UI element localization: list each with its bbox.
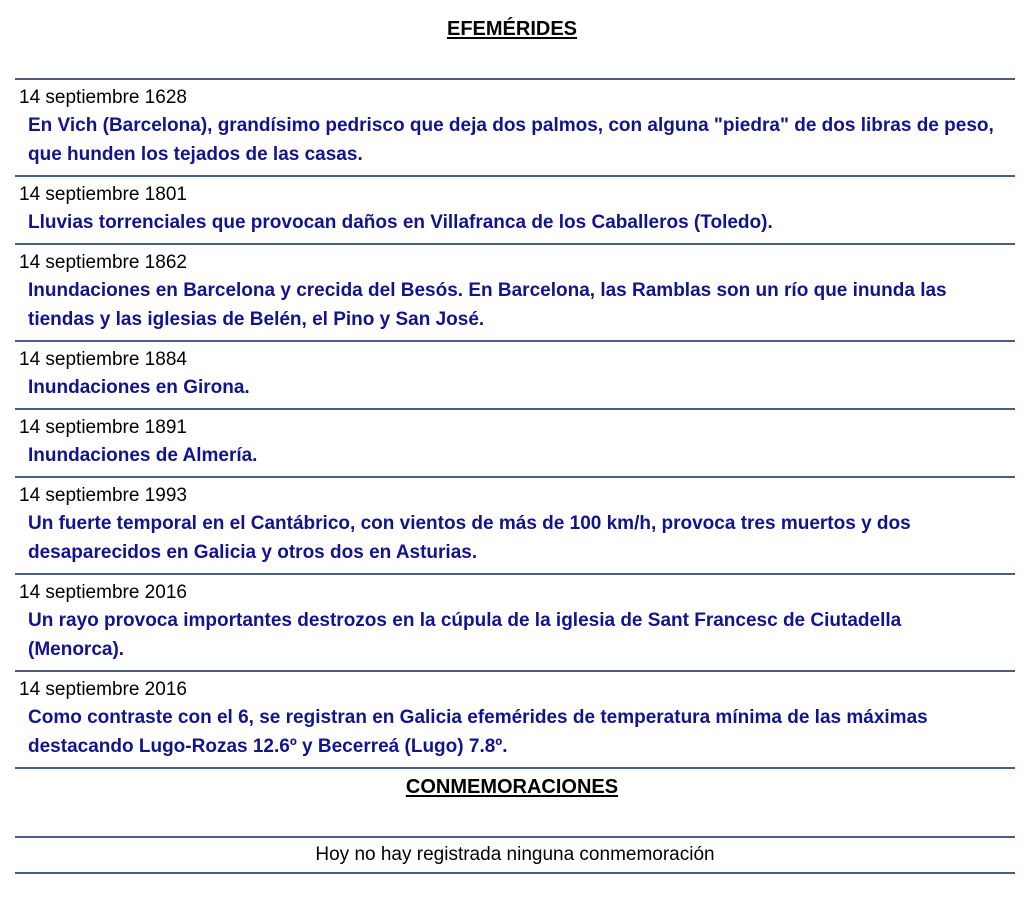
- event-date: 14 septiembre 1801: [19, 184, 187, 205]
- event-date: 14 septiembre 1862: [19, 252, 187, 273]
- event-date: 14 septiembre 1884: [19, 349, 187, 370]
- event-date: 14 septiembre 2016: [19, 582, 187, 603]
- event-description: En Vich (Barcelona), grandísimo pedrisco que deja dos palmos, con alguna "piedra" de dos libras de peso, que hunden los tejados de las casas.: [28, 115, 994, 165]
- list-item: [15, 410, 1015, 478]
- event-description: Un rayo provoca importantes destrozos en la cúpula de la iglesia de Sant Francesc de Ciutadella (Menorca).: [28, 610, 902, 660]
- event-description: Lluvias torrenciales que provocan daños en Villafranca de los Caballeros (Toledo).: [28, 212, 773, 233]
- efemerides-heading: EFEMÉRIDES: [446, 18, 578, 40]
- event-description: Inundaciones de Almería.: [28, 445, 258, 466]
- list-item: [15, 80, 1015, 177]
- event-description: Inundaciones en Girona.: [28, 377, 250, 398]
- efemerides-list: [15, 78, 1015, 769]
- list-item: [15, 478, 1015, 575]
- list-item: [15, 342, 1015, 410]
- conmemoraciones-box: [15, 836, 1015, 874]
- event-date: 14 septiembre 2016: [19, 679, 187, 700]
- event-date: 14 septiembre 1993: [19, 485, 187, 506]
- list-item: [15, 177, 1015, 245]
- list-item: [15, 575, 1015, 672]
- list-item: [15, 245, 1015, 342]
- conmemoraciones-heading: CONMEMORACIONES: [405, 776, 619, 798]
- event-date: 14 septiembre 1628: [19, 87, 187, 108]
- list-item: [15, 672, 1015, 769]
- event-date: 14 septiembre 1891: [19, 417, 187, 438]
- event-description: Como contraste con el 6, se registran en Galicia efemérides de temperatura mínima de las máximas destacando Lugo-Rozas 12.6º y Becerreá (Lugo) 7.8º.: [28, 707, 928, 757]
- conmemoraciones-message: Hoy no hay registrada ninguna conmemoración: [315, 844, 715, 865]
- event-description: Inundaciones en Barcelona y crecida del Besós. En Barcelona, las Ramblas son un río que inunda las tiendas y las iglesias de Belén, el Pino y San José.: [28, 280, 947, 330]
- event-description: Un fuerte temporal en el Cantábrico, con vientos de más de 100 km/h, provoca tres muertos y dos desaparecidos en Galicia y otros dos en Asturias.: [28, 513, 911, 563]
